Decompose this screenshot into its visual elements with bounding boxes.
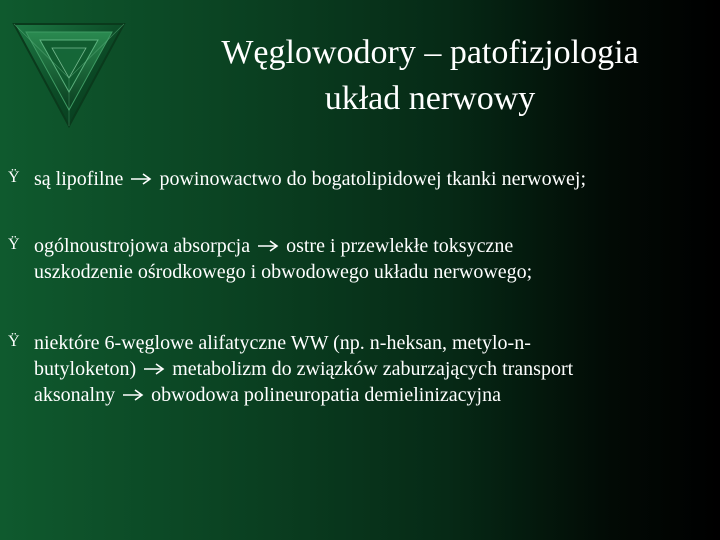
bullet-text-segment: obwodowa polineuropatia demielinizacyjna [146, 384, 501, 406]
bullet-text-segment: aksonalny [34, 384, 121, 406]
bullet-text [34, 330, 704, 408]
bullet-text-segment: ogólnoustrojowa absorpcja [34, 235, 256, 257]
bullet-text-segment: butyloketon) [34, 358, 142, 380]
bullet-text-segment: niektóre 6-węglowe alifatyczne WW (np. n-heksan, metylo-n- [34, 332, 531, 354]
bullet-marker-icon: Ÿ [8, 236, 20, 253]
bullet-line [34, 382, 704, 408]
bullet-line [34, 233, 704, 259]
bullet-text [34, 233, 704, 285]
triangle-logo-icon [12, 20, 126, 128]
bullet-line [34, 259, 704, 285]
right-arrow-icon [143, 362, 165, 376]
right-arrow-icon [122, 388, 144, 402]
right-arrow-icon [130, 172, 152, 186]
bullet-text-segment: powinowactwo do bogatolipidowej tkanki nerwowej; [154, 168, 587, 190]
bullet-marker-icon: Ÿ [8, 333, 20, 350]
bullet-text-segment: uszkodzenie ośrodkowego i obwodowego układu nerwowego; [34, 261, 533, 283]
bullet-marker-icon: Ÿ [8, 169, 20, 186]
title-line-2: układ nerwowy [324, 80, 536, 117]
title-line-1: Węglowodory – patofizjologia [221, 34, 639, 71]
bullet-line [34, 356, 704, 382]
right-arrow-icon [257, 239, 279, 253]
bullet-line [34, 166, 704, 192]
bullet-text-segment: ostre i przewlekłe toksyczne [281, 235, 514, 257]
bullet-text-segment: metabolizm do związków zaburzających transport [167, 358, 574, 380]
bullet-text-segment: są lipofilne [34, 168, 129, 190]
bullet-text [34, 166, 704, 192]
slide-title [150, 30, 710, 122]
bullet-line [34, 330, 704, 356]
